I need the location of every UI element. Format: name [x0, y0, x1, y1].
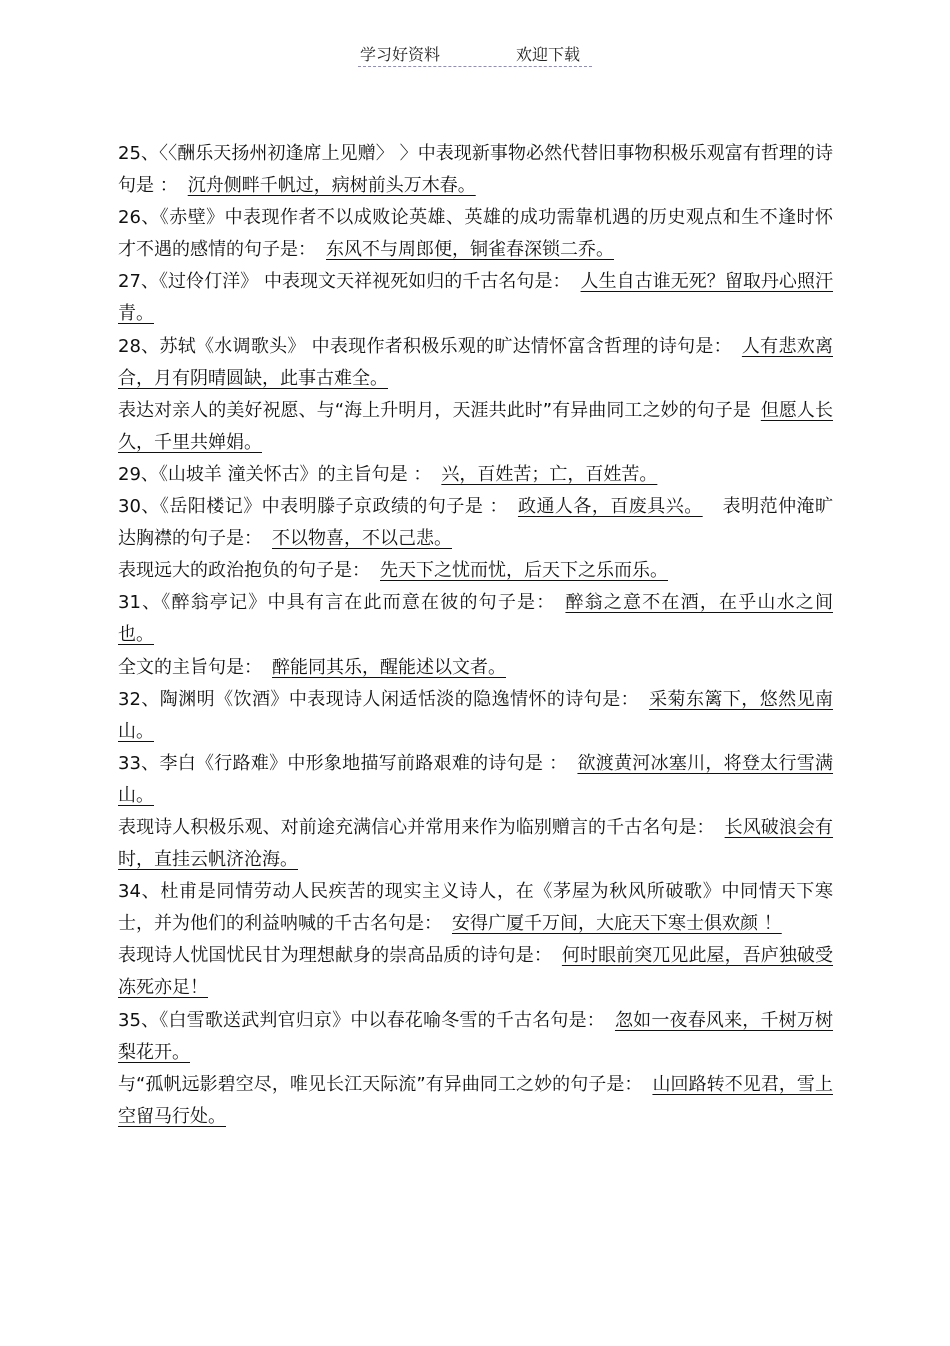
entry-prompt: 表现诗人积极乐观、对前途充满信心并常用来作为临别赠言的千古名句是： [118, 816, 715, 838]
document-body [118, 138, 833, 1133]
entry-answer: 人有悲欢离合，月有阴晴圆缺，此事古难全。 [118, 335, 833, 389]
entry-prompt: 全文的主旨句是： [118, 656, 262, 678]
entry-answer: 安得广厦千万间，大庇天下寒士俱欢颜 ！ [452, 913, 782, 935]
entry-prompt: 27、《过伶仃洋》 中表现文天祥视死如归的千古名句是： [118, 271, 571, 293]
entry-35-b [118, 1069, 833, 1133]
entry-prompt: 34、杜甫是同情劳动人民疾苦的现实主义诗人，在《茅屋为秋风所破歌》中同情天下寒士，并为他们的利益呐喊的千古名句是： [118, 881, 833, 935]
header-right-text: 欢迎下载 [516, 45, 581, 64]
entry-prompt: 26、《赤壁》中表现作者不以成败论英雄、英雄的成功需靠机遇的历史观点和生不逢时怀才不遇的感情的句子是： [118, 207, 833, 261]
entry-prompt-2: 表明范仲淹旷达胸襟的句子是： [118, 496, 834, 550]
entry-prompt: 31、《醉翁亭记》中具有言在此而意在彼的句子是： [118, 592, 556, 614]
entry-29 [118, 459, 833, 491]
entry-answer: 欲渡黄河冰塞川，将登太行雪满山。 [118, 752, 834, 806]
entry-answer: 忽如一夜春风来，千树万树梨花开。 [118, 1009, 834, 1063]
entry-26 [118, 202, 833, 266]
entry-32 [118, 684, 833, 748]
entry-33 [118, 748, 833, 812]
entry-28-b [118, 395, 833, 459]
entry-35 [118, 1005, 833, 1069]
entry-answer: 兴，百姓苦；亡，百姓苦。 [441, 463, 658, 485]
entry-33-b [118, 812, 833, 876]
entry-answer: 采菊东篱下，悠然见南山。 [118, 688, 834, 742]
entry-prompt: 表达对亲人的美好祝愿、与“海上升明月，天涯共此时”有异曲同工之妙的句子是 [118, 399, 751, 421]
entry-answer: 醉能同其乐，醒能述以文者。 [272, 656, 506, 678]
entry-34 [118, 876, 833, 940]
entry-30-b [118, 555, 833, 587]
entry-answer: 醉翁之意不在酒，在乎山水之间也。 [118, 592, 833, 646]
entry-prompt: 25、〈〈酬乐天扬州初逢席上见赠〉 〉中表现新事物必然代替旧事物积极乐观富有哲理的诗句是 ： [118, 143, 833, 197]
entry-34-b [118, 940, 833, 1004]
entry-prompt: 与“孤帆远影碧空尽，唯见长江天际流”有异曲同工之妙的句子是： [118, 1073, 643, 1095]
entry-answer: 政通人各，百废具兴。 [517, 496, 703, 518]
entry-prompt: 33、李白《行路难》中形象地描写前路艰难的诗句是 ： [118, 752, 568, 774]
entry-31 [118, 587, 833, 651]
entry-answer: 长风破浪会有时，直挂云帆济沧海。 [118, 816, 834, 871]
entry-answer: 人生自古谁无死？留取丹心照汗青。 [118, 271, 834, 325]
entry-answer: 但愿人长久，千里共婵娟。 [118, 399, 833, 453]
entry-28 [118, 331, 833, 395]
entry-answer-2: 不以物喜，不以己悲。 [272, 528, 452, 550]
header-left-text: 学习好资料 [360, 45, 441, 64]
entry-prompt: 30、《岳阳楼记》中表明滕子京政绩的句子是 ： [118, 496, 508, 518]
entry-prompt: 35、《白雪歌送武判官归京》中以春花喻冬雪的千古名句是： [118, 1009, 605, 1031]
entry-31-b [118, 652, 833, 684]
entry-prompt: 29、《山坡羊 潼关怀古》的主旨句是 ： [118, 463, 432, 485]
entry-prompt: 表现诗人忧国忧民甘为理想献身的崇高品质的诗句是： [118, 945, 552, 967]
entry-30 [118, 491, 833, 555]
entry-answer: 何时眼前突兀见此屋，吾庐独破受冻死亦足！ [118, 945, 834, 999]
entry-27 [118, 266, 833, 330]
entry-answer: 先天下之忧而忧，后天下之乐而乐。 [380, 560, 668, 582]
entry-prompt: 32、陶渊明《饮酒》中表现诗人闲适恬淡的隐逸情怀的诗句是： [118, 688, 640, 710]
entry-answer: 沉舟侧畔千帆过，病树前头万木春。 [187, 175, 476, 197]
entry-answer: 山回路转不见君，雪上空留马行处。 [118, 1073, 833, 1127]
entry-25 [118, 138, 833, 202]
page-header [358, 40, 592, 67]
entry-prompt: 28、苏轼《水调歌头》 中表现作者积极乐观的旷达情怀富含哲理的诗句是： [118, 335, 732, 357]
entry-answer: 东风不与周郎便，铜雀春深锁二乔。 [326, 239, 614, 261]
entry-prompt: 表现远大的政治抱负的句子是： [118, 560, 370, 582]
